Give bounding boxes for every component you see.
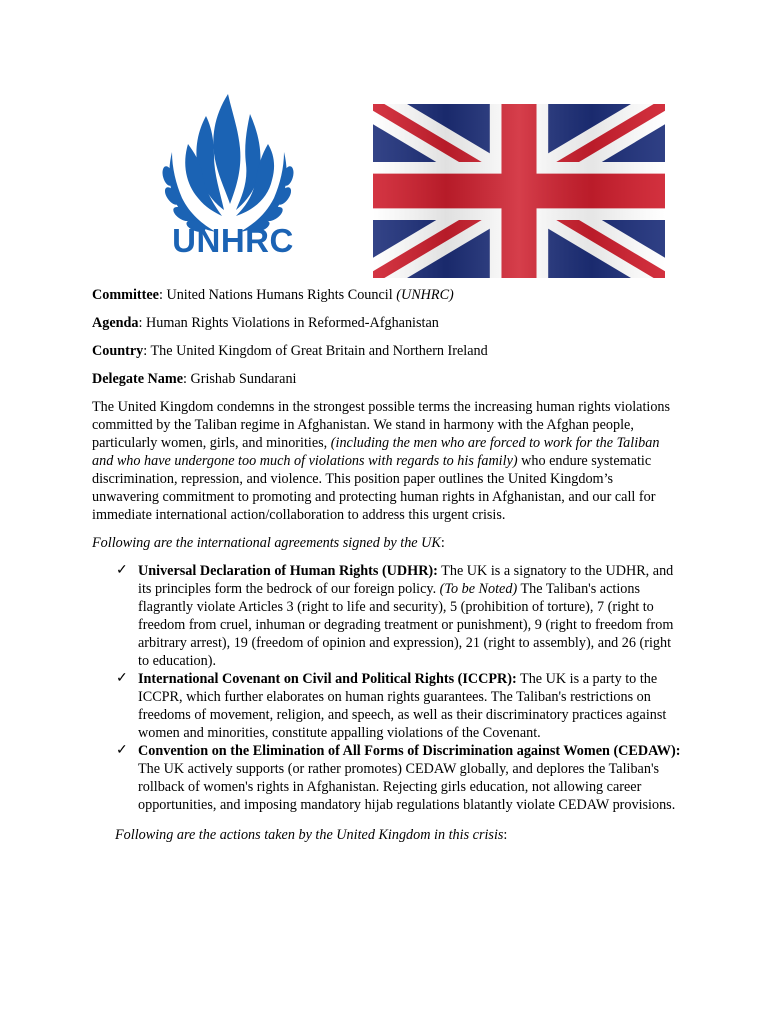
agreement-text: The UK is a party to the ICCPR, which further elaborates on human rights guarantees. The Taliban's restrictions on freedoms of movement, religion, and speech, as well as their discriminatory practices against women and minorities, constitute appalling violations of the Covenant. (138, 671, 667, 741)
agreement-text: The UK actively supports (or rather promotes) CEDAW globally, and deplores the Taliban's rollback of women's rights in Afghanistan. Rejecting girls education, not allowing career opportunities, and imposing mandatory hijab regulations blatantly violate CEDAW provisions. (138, 761, 676, 813)
agenda-value: : Human Rights Violations in Reformed-Afghanistan (138, 315, 439, 331)
country-line (92, 342, 682, 360)
logo-wordmark: UNHRC (172, 222, 294, 259)
country-value: : The United Kingdom of Great Britain and Northern Ireland (143, 343, 488, 359)
delegate-value: : Grishab Sundarani (183, 371, 297, 387)
list-item (115, 670, 682, 742)
actions-heading-text: Following are the actions taken by the United Kingdom in this crisis (115, 827, 504, 843)
union-jack-flag (373, 104, 665, 278)
list-item (115, 742, 682, 814)
agreements-heading-text: Following are the international agreements signed by the UK (92, 535, 441, 551)
check-mark-icon: ✓ (116, 743, 128, 758)
agreement-title: Convention on the Elimination of All Forms of Discrimination against Women (CEDAW): (138, 743, 681, 759)
delegate-line (92, 370, 682, 388)
intro-part1: The United Kingdom condemns in the strongest possible terms the increasing human rights violations committed by the Taliban regime in Afghanistan. We stand in harmony with the Afghan people, particularly women, girls, and minorities, (92, 399, 671, 451)
intro-part3: who endure systematic discrimination, repression, and violence. This position paper outlines the United Kingdom’s unwavering commitment to promoting and protecting human rights in Afghanistan, and our call for immediate international action/collaboration to address this urgent crisis. (92, 453, 656, 523)
agenda-line (92, 314, 682, 332)
agreements-list (92, 562, 682, 814)
intro-part2: (including the men who are forced to work for the Taliban and who have undergone too much of violations with regards to his family) (92, 435, 660, 469)
intro-paragraph (92, 398, 682, 524)
agreements-heading (92, 534, 682, 552)
committee-value: : United Nations Humans Rights Council (158, 287, 397, 303)
agreement-note: (To be Noted) (439, 581, 518, 597)
document-body (92, 286, 682, 844)
committee-abbr: (UNHRC) (396, 287, 454, 303)
committee-line (92, 286, 682, 304)
committee-label: Committee (92, 287, 159, 303)
actions-heading (115, 826, 682, 844)
agreements-heading-colon: : (440, 535, 445, 551)
check-mark-icon: ✓ (116, 671, 128, 686)
agenda-label: Agenda (92, 315, 139, 331)
country-label: Country (92, 343, 144, 359)
agreement-text: The UK is a signatory to the UDHR, and its principles form the bedrock of our foreign policy. (138, 563, 674, 597)
list-item (115, 562, 682, 670)
agreement-title: International Covenant on Civil and Political Rights (ICCPR): (138, 671, 517, 687)
agreement-title: Universal Declaration of Human Rights (UDHR): (138, 563, 438, 579)
delegate-label: Delegate Name (92, 371, 183, 387)
check-mark-icon: ✓ (116, 563, 128, 578)
agreement-text-cont: The Taliban's actions flagrantly violate Articles 3 (right to life and security), 5 (prohibition of torture), 7 (right to freedom from cruel, inhuman or degrading treatment or punishment), 9 (right to freedom from arbitrary arrest), 19 (freedom of opinion and expression), 21 (right to assembly), and 26 (right to education). (138, 581, 674, 669)
actions-heading-colon: : (503, 827, 508, 843)
